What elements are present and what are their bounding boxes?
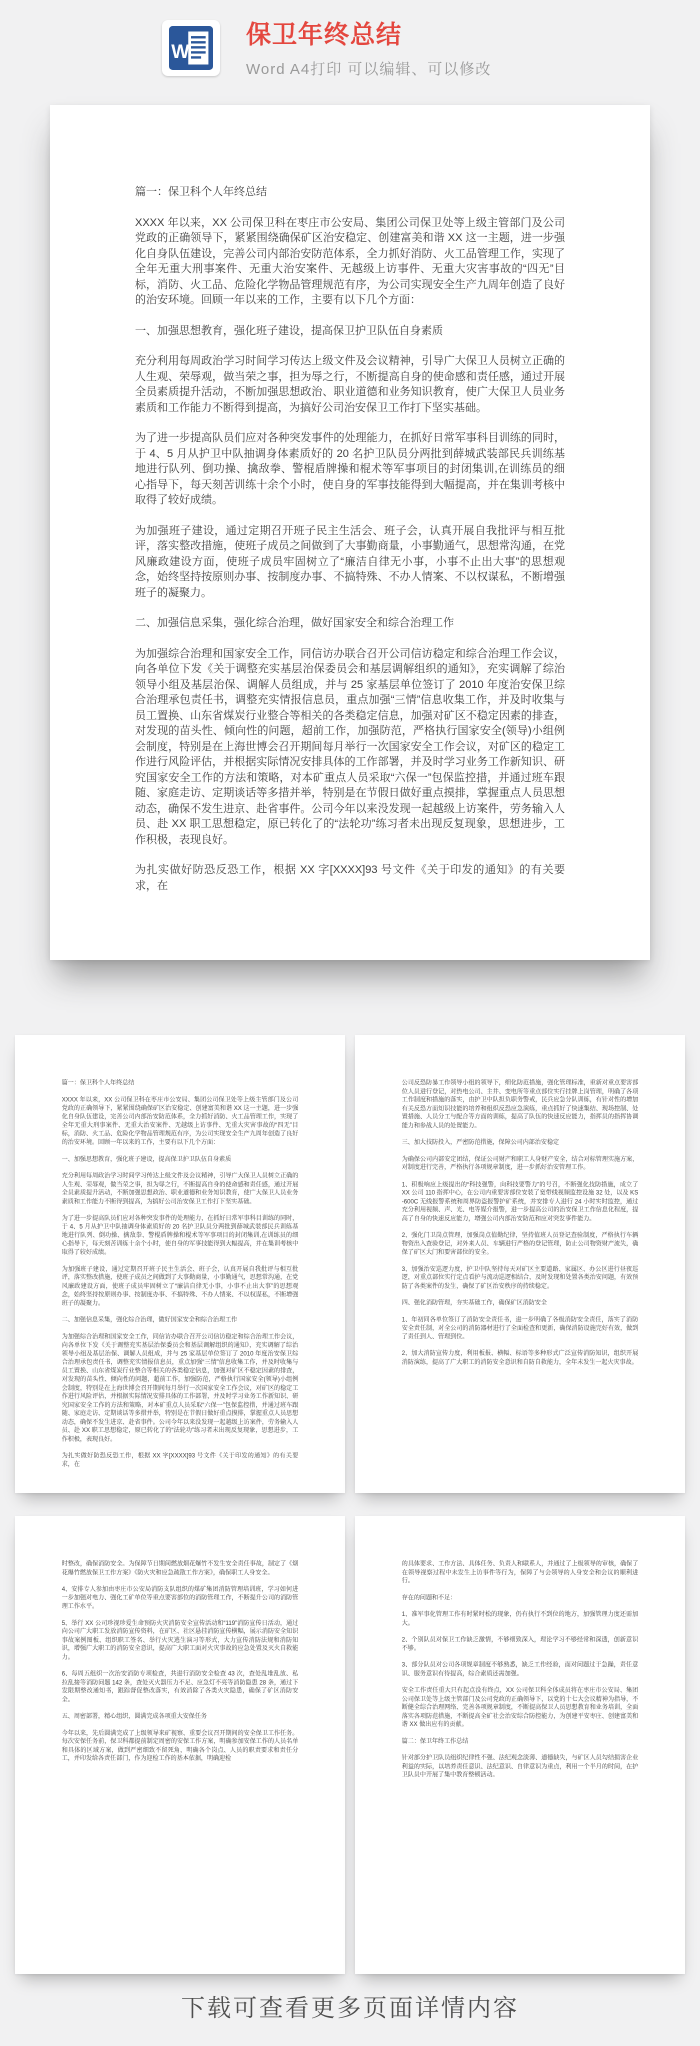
- paragraph: 5、举行 XX 公司珍视珍爱生命预防火灾消防安全宣传活动和“119”消防宣传日活动，通过向公司广大职工发放消防宣传资料，在矿区、社区悬挂消防宣传横幅，展示消防安全知识事故案例图板、组织职工签名、举行火灾逃生演习等形式，大力宣传消防法规和消防知识，增强广大职工的消防安全意识，提高广大职工面对火灾事故的应急处置及灭火自救能力。: [61, 1619, 299, 1661]
- paragraph: 为加强班子建设，通过定期召开班子民主生活会、班子会，认真开展自我批评与相互批评，落实整改措施，使班子成员之间做到了大事勤商量，小事勤通气，思想常沟通，在党风廉政建设方面，使班子成员牢固树立了“廉洁自律无小事，小事不止出大事”的思想观念，始终坚持按原则办事、按制度办事、不搞特殊、不办人情案、不以权谋私，不断增强班子的凝聚力。: [61, 1265, 299, 1307]
- thumb-4-content: [355, 1516, 685, 1821]
- document-header: [0, 0, 700, 105]
- paragraph: 1、准军事化管理工作有时紧时松的现象，仍有执行不到位的地方，加强管理力度还需加大。: [401, 1611, 639, 1627]
- paragraph: 2、加大消防宣传力度，利用板报、横幅、标语等多种形式广泛宣传消防知识，组织开展消防演练，提高了广大职工的消防安全意识和自防自救能力，全年未发生一起火灾事故。: [401, 1350, 639, 1366]
- document-thumbnail-page-4[interactable]: [355, 1516, 685, 1974]
- paragraph: 时整改，确保消防安全。为保障节日期间燃放烟花爆竹不发生安全责任事故，制定了《烟花爆竹燃放保卫工作方案》《防火灾和应急疏散工作方案》，确保职工人身安全。: [61, 1560, 299, 1576]
- paragraph: XXXX 年以来，XX 公司保卫科在枣庄市公安局、集团公司保卫处等上级主管部门及公司党政的正确领导下，紧紧围绕确保矿区治安稳定、创建富美和谐 XX 这一主题，进一步强化自身队伍建设，完善公司内部治安防范体系，全力抓好消防、火工品管理工作，实现了全年无重大刑事案件、无重大治安案件、无越级上访事件、无重大灾害事故的“四无”目标，消防、火工品、危险化学物品管理规范有序，为公司实现安全生产九周年创造了良好的治安环境。回顾一年以来的工作，主要有以下几个方面：: [135, 216, 565, 306]
- paragraph: 篇一：保卫科个人年终总结: [61, 1079, 135, 1087]
- paragraph: 为扎实做好防恐反恐工作，根据 XX 字[XXXX]93 号文件《关于印发的通知》的有关要求，在: [61, 1452, 299, 1468]
- paragraph: 篇二：保卫年终工作总结: [401, 1737, 469, 1745]
- paragraph: 的具体要求、工作方法、具体任务、负责人和联系人，并通过了上级领导的审核，确保了在领导视察过程中未发生上访事件等行为，保障了与会领导的人身安全和会议的顺利进行。: [401, 1560, 639, 1585]
- paragraph: 为了进一步提高队员们应对各种突发事件的处理能力，在抓好日常军事科目训练的同时，于 4、5 月从护卫中队抽调身体素质好的 20 名护卫队员分两批到薛城武装部民兵训练基地进行队列、倒功操、擒敌拳、警棍盾牌操和棍术等军事项目的封闭集训,在训练员的细心指导下，每天刻苦训练十余个小时，使自身的军事技能得到大幅提高，并在集训考核中取得了较好成绩。: [61, 1214, 299, 1256]
- paragraph: 1、年初同各单位签订了消防安全责任书，进一步明确了各级消防安全责任，落实了消防安全责任制，对全公司的消防器材进行了全面检查和更新，确保消防设施完好有效，做到了责任到人、管理到位。: [401, 1316, 639, 1340]
- paragraph: 五、周密部署，精心组织，圆满完成各项重大安保任务: [61, 1712, 207, 1720]
- word-icon: [162, 20, 220, 76]
- document-thumbnail-page-2[interactable]: [355, 1035, 685, 1493]
- paragraph: 充分利用每周政治学习时间学习传达上级文件及会议精神，引导广大保卫人员树立正确的人生观、荣辱观，做当荣之事，担为辱之行，不断提高自身的使命感和责任感，通过开展全员素质提升活动，不断加强思想政治、职业道德和业务知识教育，使广大保卫人员业务素质和工作能力不断得到提高，为搞好公司治安保卫工作打下坚实基础。: [61, 1172, 299, 1205]
- paragraph: 为扎实做好防恐反恐工作，根据 XX 字[XXXX]93 号文件《关于印发的通知》的有关要求，在: [135, 864, 565, 892]
- paragraph: 2、强化门卫岗点管理，加强岗点值勤纪律，坚持值班人员登记查验制度，严格执行车辆物资出入查验登记，对外来人员、车辆进行严格的登记管理，防止公司物资财产流失，确保了矿区大门和要害部位的安全。: [401, 1231, 639, 1256]
- paragraph: 四、强化消防管理，夯实基础工作，确保矿区消防安全: [401, 1299, 547, 1307]
- paragraph: 篇一：保卫科个人年终总结: [135, 186, 267, 198]
- document-thumbnail-page-1[interactable]: [15, 1035, 345, 1493]
- paragraph: XXXX 年以来，XX 公司保卫科在枣庄市公安局、集团公司保卫处等上级主管部门及公司党政的正确领导下，紧紧围绕确保矿区治安稳定、创建富美和谐 XX 这一主题，进一步强化自身队伍建设，完善公司内部治安防范体系，全力抓好消防、火工品管理工作，实现了全年无重大刑事案件、无重大治安案件、无越级上访事件、无重大灾害事故的“四无”目标，消防、火工品、危险化学物品管理规范有序，为公司实现安全生产九周年创造了良好的治安环境。回顾一年以来的工作，主要有以下几个方面：: [61, 1096, 299, 1146]
- paragraph: 充分利用每周政治学习时间学习传达上级文件及会议精神，引导广大保卫人员树立正确的人生观、荣辱观，做当荣之事，担为辱之行，不断提高自身的使命感和责任感，通过开展全员素质提升活动，不断加强思想政治、职业道德和业务知识教育，使广大保卫人员业务素质和工作能力不断得到提高，为搞好公司治安保卫工作打下坚实基础。: [135, 355, 565, 414]
- paragraph: 3、加强治安巡逻力度，护卫中队坚持每天对矿区主要道路、家属区、办公区进行昼夜巡逻，对重点部位实行定点看护与流动巡逻相结合，及时发现和处置各类治安问题，有效预防了各类案件的发生，确保了矿区治安秩序的持续稳定。: [401, 1265, 639, 1290]
- paragraph: 为确保公司内部安定团结，保证公司财产和职工人身财产安全，结合对标管理实施方案，对制度进行完善，严格执行各项规章制度，进一步抓好治安管理工作。: [401, 1155, 639, 1171]
- svg-text:W: W: [171, 42, 190, 64]
- paragraph: 二、加强信息采集，强化综合治理，做好国家安全和综合治理工作: [135, 617, 454, 629]
- paragraph: 为加强综合治理和国家安全工作，同信访办联合召开公司信访稳定和综合治理工作会议，向各单位下发《关于调整充实基层治保委员会和基层调解组织的通知》，充实调解了综治领导小组及基层治保、调解人员组成，并与 25 家基层单位签订了 2010 年度治安保卫综合治理承包责任书，调整充实情报信息员，重点加强“三情”信息收集工作，并及时收集与员工置换、山东省煤炭行业整合等相关的各类稳定信息，加强对矿区不稳定因素的排查，对发现的苗头性、倾向性的问题，超前工作，加强防范，严格执行国家安全(领导)小组例会制度，特别是在上海世博会召开期间每月举行一次国家安全工作会议，对矿区的稳定工作进行风险评估，并根据实际情况安排具体的工作部署，并及时学习业务工作新知识、研究国家安全工作的方法和策略，对本矿重点人员采取“六保一”包保监控措，并通过班车跟随、家庭走访、定期谈话等多措并举，特别是在节假日做好重点摸排，掌握重点人员思想动态，确保不发生进京、赴省事件。公司今年以来没发现一起越级上访案件，劳务输入人员、赴 XX 职工思想稳定，原已转化了的“法轮功”练习者未出现反复现象，思想进步，工作积极，表现良好。: [135, 647, 565, 846]
- paragraph: 二、加强信息采集，强化综合治理，做好国家安全和综合治理工作: [61, 1316, 238, 1324]
- paragraph: 6、每周五组织一次治安消防专项检查，共进行消防安全检查 43 次，查处乱堆乱放、私拉乱接等消防问题 142 条，查处灭火器压力不足、应急灯不亮等消防隐患 28 条，通过下发限期整改通知书，跟踪督促整改落实，有效消除了各类火灾隐患，确保了矿区消防安全。: [61, 1670, 299, 1703]
- document-page-preview-1[interactable]: [50, 105, 650, 960]
- thumb-3-content: [15, 1516, 345, 1804]
- paragraph: 为加强班子建设，通过定期召开班子民主生活会、班子会，认真开展自我批评与相互批评，落实整改措施，使班子成员之间做到了大事勤商量，小事勤通气，思想常沟通，在党风廉政建设方面，使班子成员牢固树立了“廉洁自律无小事，小事不止出大事”的思想观念，始终坚持按原则办事、按制度办事、不搞特殊、不办人情案、不以权谋私，不断增强班子的凝聚力。: [135, 524, 565, 599]
- paragraph: 为了进一步提高队员们应对各种突发事件的处理能力，在抓好日常军事科目训练的同时，于 4、5 月从护卫中队抽调身体素质好的 20 名护卫队员分两批到薛城武装部民兵训练基地进行队列、倒功操、擒敌拳、警棍盾牌操和棍术等军事项目的封闭集训,在训练员的细心指导下，每天刻苦训练十余个小时，使自身的军事技能得到大幅提高，并在集训考核中取得了较好成绩。: [135, 432, 565, 506]
- paragraph: 3、部分队员对公司各项规章制度不够熟悉，缺乏工作经验，面对问题过于急躁，责任意识、服务意识有待提高，综合素质还需加强。: [401, 1661, 639, 1677]
- thumbnail-grid: [0, 1035, 700, 1974]
- paragraph: 今年以来，先后圆满完成了上级领导来矿视察、重要会议召开期间的安全保卫工作任务。每次安保任务前，保卫科都提前制定周密的安保工作方案，明确参加安保工作的人员名单和具体的区域方案，做到严密细致不留死角，明确各个岗点、人员的职责要求和责任分工，并印发给各责任部门，作为迎检工作的基本依据，明确迎检: [61, 1729, 299, 1762]
- header-text: [246, 20, 491, 79]
- page-subtitle: Word A4打印 可以编辑、可以修改: [246, 60, 492, 78]
- thumb-2-content: [355, 1035, 685, 1408]
- paragraph: 2、个别队员对保卫工作缺乏激情，不够细致深入，理论学习不够经常和深透，创新意识不够。: [401, 1636, 639, 1652]
- download-hint-text: 下载可查看更多页面详情内容: [181, 1995, 519, 2022]
- paragraph: 为加强综合治理和国家安全工作，同信访办联合召开公司信访稳定和综合治理工作会议，向各单位下发《关于调整充实基层治保委员会和基层调解组织的通知》，充实调解了综治领导小组及基层治保、调解人员组成，并与 25 家基层单位签订了 2010 年度治安保卫综合治理承包责任书，调整充实情报信息员，重点加强“三情”信息收集工作，并及时收集与员工置换、山东省煤炭行业整合等相关的各类稳定信息，加强对矿区不稳定因素的排查，对发现的苗头性、倾向性的问题，超前工作，加强防范，严格执行国家安全(领导)小组例会制度，特别是在上海世博会召开期间每月举行一次国家安全工作会议，对矿区的稳定工作进行风险评估，并根据实际情况安排具体的工作部署，并及时学习业务工作新知识、研究国家安全工作的方法和策略，对本矿重点人员采取“六保一”包保监控措，并通过班车跟随、家庭走访、定期谈话等多措并举，特别是在节假日做好重点摸排，掌握重点人员思想动态，确保不发生进京、赴省事件。公司今年以来没发现一起越级上访案件，劳务输入人员、赴 XX 职工思想稳定，原已转化了的“法轮功”练习者未出现反复现象，思想进步，工作积极，表现良好。: [61, 1333, 299, 1443]
- page-title: 保卫年终总结: [246, 21, 403, 49]
- paragraph: 一、加强思想教育，强化班子建设，提高保卫护卫队伍自身素质: [61, 1155, 232, 1163]
- paragraph: 针对部分护卫队员组织纪律性不强、法纪观念淡薄、道德缺失，与矿区人员勾结损害企业利益的实际，以培养责任意识、法纪意识、自律意识为重点，利用一个半月的时间，在护卫队员中开展了集中教育整顿活动。: [401, 1754, 639, 1779]
- paragraph: 存在的问题和不足：: [401, 1594, 457, 1601]
- paragraph: 一、加强思想教育，强化班子建设，提高保卫护卫队伍自身素质: [135, 324, 443, 337]
- page-1-content: [50, 105, 650, 960]
- paragraph: 公司反恐防暴工作领导小组的领导下，细化防范措施，强化管理标准，重新对重点要害部位人员进行登记，对热电公司、主井、变电所等重点部位实行挂牌上岗管理，明确了各项工作制度和措施的落实，由护卫中队担负职务警戒，民兵应急分队训练，有针对性的增加有关反恐方面知识技能的培养和组织反恐应急演练，重点抓好了快速集结、现场控制、处置措施、人员分工与配合等方面的训练，提高了队伍的快速反应能力，指挥员的指挥协调能力和参战人员的处置能力。: [401, 1079, 639, 1129]
- thumb-1-content: [15, 1035, 345, 1493]
- paragraph: 4、安排专人参加由枣庄市公安局消防支队组织的煤矿集团消防管理培训班，学习如何进一步加强对电力、强化工矿单位等重点要害部位的消防管理工作，不断提升公司的消防管理工作水平。: [61, 1585, 299, 1610]
- paragraph: 安全工作责任重大只有起点没有终点，XX 公司保卫科全体成员将在枣庄市公安局、集团公司保卫处等上级主管部门及公司党政的正确领导下，以党的十七大会议精神为指导，不断健全综合治理网络、完善各项规章制度，不断提高保卫人员思想教育和业务培训，全面落实各项防范措施，不断提高全矿社会治安综合防控能力，为创建平安枣庄、创建富美和谐 XX 做出应有的贡献。: [401, 1687, 639, 1728]
- paragraph: 1、积极响应上级提出的“科技强警，向科技要警力”的号召，不断强化技防措施，成立了 XX 公司 110 指挥中心，在公司内重要害部位安装了宽带线视频监控设施 32 处，以及 KS-600C 无线报警系统和周界防盗报警护矿系统，并安排专人进行 24 小时实时监控，通过充分利用视频、声、光、电等媒介报警，进一步提高公司的治安保卫工作信息化程度，提高了自身的快速反应能力，增强公司内部治安防范和应对突发事件能力。: [401, 1181, 639, 1222]
- document-thumbnail-page-3[interactable]: [15, 1516, 345, 1974]
- paragraph: 三、加大技防投入，严密防范措施，保障公司内部治安稳定: [401, 1138, 560, 1146]
